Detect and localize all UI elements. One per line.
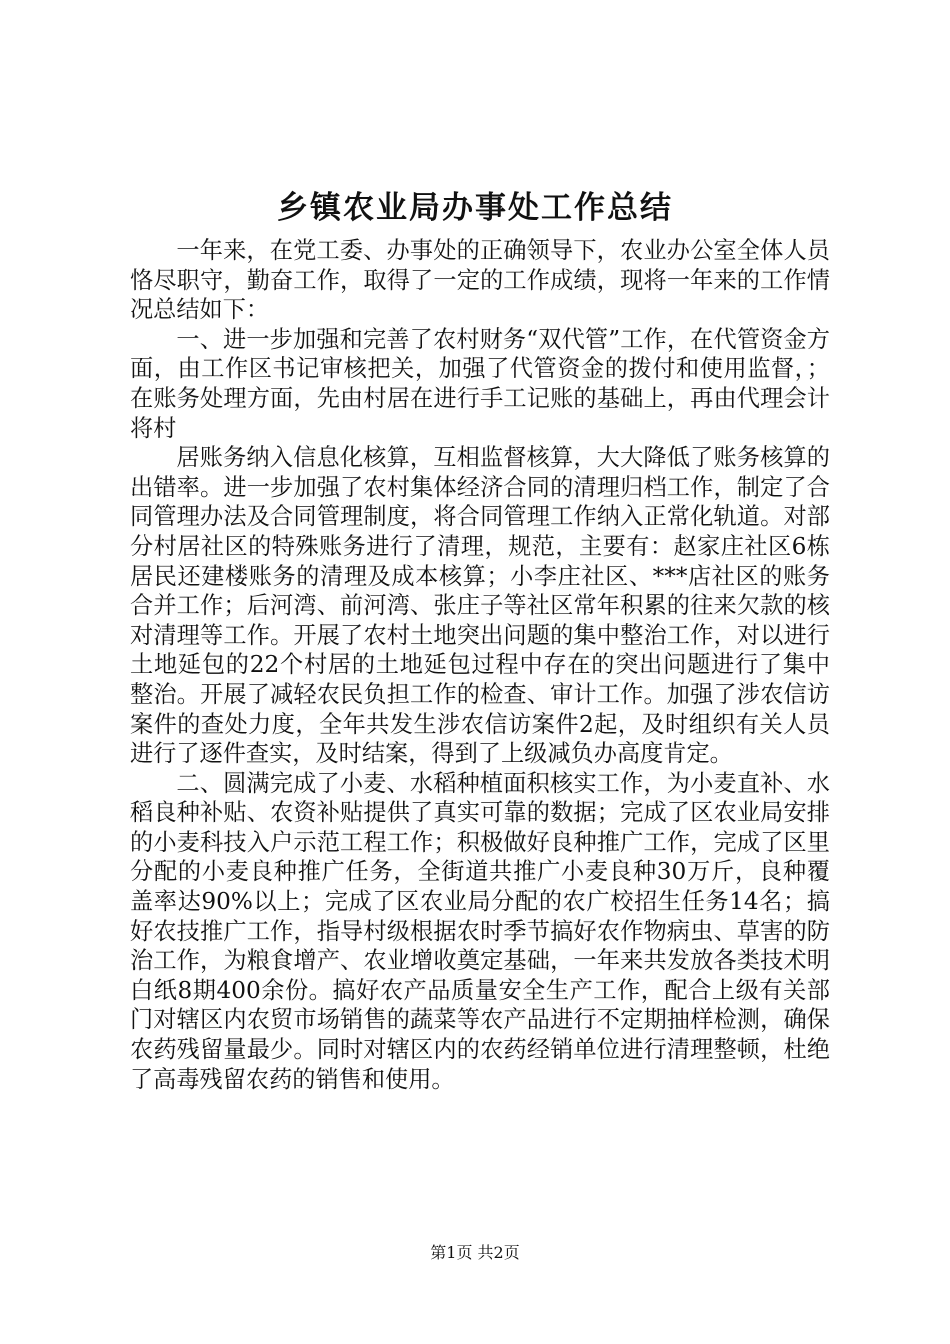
paragraph-section-1: 一、进一步加强和完善了农村财务“双代管”工作，在代管资金方面，由工作区书记审核把关，加强了代管资金的拨付和使用监督，；在账务处理方面，先由村居在进行手工记账的基础上，再由代理会计将村 — [130, 325, 830, 442]
paragraph-section-1-continued: 居账务纳入信息化核算，互相监督核算，大大降低了账务核算的出错率。进一步加强了农村集体经济合同的清理归档工作，制定了合同管理办法及合同管理制度，将合同管理工作纳入正常化轨道。对部分村居社区的特殊账务进行了清理，规范，主要有：赵家庄社区6栋居民还建楼账务的清理及成本核算；小李庄社区、***店社区的账务合并工作；后河湾、前河湾、张庄子等社区常年积累的往来欠款的核对清理等工作。开展了农村土地突出问题的集中整治工作，对以进行土地延包的22个村居的土地延包过程中存在的突出问题进行了集中整治。开展了减轻农民负担工作的检查、审计工作。加强了涉农信访案件的查处力度，全年共发生涉农信访案件2起，及时组织有关人员进行了逐件查实，及时结案，得到了上级减负办高度肯定。 — [130, 444, 830, 768]
paragraph-intro: 一年来，在党工委、办事处的正确领导下，农业办公室全体人员恪尽职守，勤奋工作，取得了一定的工作成绩，现将一年来的工作情况总结如下： — [130, 237, 830, 324]
page-number-footer: 第1页 共2页 — [430, 1243, 520, 1262]
document-title: 乡镇农业局办事处工作总结 — [277, 190, 673, 226]
document-body — [130, 236, 830, 1094]
paragraph-section-2: 二、圆满完成了小麦、水稻种植面积核实工作，为小麦直补、水稻良种补贴、农资补贴提供了真实可靠的数据；完成了区农业局安排的小麦科技入户示范工程工作；积极做好良种推广工作，完成了区里分配的小麦良种推广任务，全街道共推广小麦良种30万斤，良种覆盖率达90%以上；完成了区农业局分配的农广校招生任务14名；搞好农技推广工作，指导村级根据农时季节搞好农作物病虫、草害的防治工作，为粮食增产、农业增收奠定基础，一年来共发放各类技术明白纸8期400余份。搞好农产品质量安全生产工作，配合上级有关部门对辖区内农贸市场销售的蔬菜等农产品进行不定期抽样检测，确保农药残留量最少。同时对辖区内的农药经销单位进行清理整顿，杜绝了高毒残留农药的销售和使用。 — [130, 769, 830, 1093]
